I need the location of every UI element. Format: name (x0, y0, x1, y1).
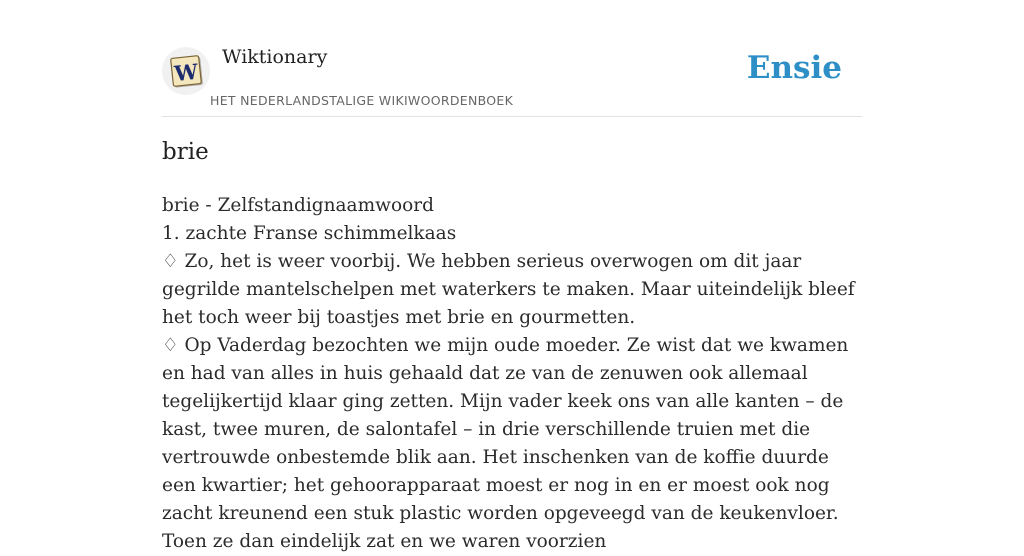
page-title: brie (162, 139, 209, 165)
site-name[interactable]: Wiktionary (222, 46, 328, 68)
ensie-brand-link[interactable]: Ensie (746, 50, 842, 86)
entry-content (162, 192, 868, 556)
wiktionary-logo-icon[interactable] (162, 47, 210, 95)
site-tagline: HET NEDERLANDSTALIGE WIKIWOORDENBOEK (210, 93, 514, 108)
example-sentence: ♢ Zo, het is weer voorbij. We hebben serieus overwogen om dit jaar gegrilde mantelschelpen met waterkers te maken. Maar uiteindelijk bleef het toch weer bij toastjes met brie en gourmetten. (162, 251, 855, 328)
site-header (162, 44, 862, 117)
entry-heading: brie - Zelfstandignaamwoord (162, 195, 434, 216)
logo-letter: W (173, 58, 200, 87)
wiktionary-logo-graphic (162, 47, 210, 95)
example-sentence: ♢ Op Vaderdag bezochten we mijn oude moeder. Ze wist dat we kwamen en had van alles in huis gehaald dat ze van de zenuwen ook allemaal tegelijkertijd klaar ging zetten. Mijn vader keek ons van alle kanten – de kast, twee muren, de salontafel – in drie verschillende truien met die vertrouwde onbestemde blik aan. Het inschenken van de koffie duurde een kwartier; het gehoorapparaat moest er nog in en er moest ook nog zacht kreunend een stuk plastic worden opgeveegd van de keukenvloer. Toen ze dan eindelijk zat en we waren voorzien (162, 335, 849, 552)
entry-definition: 1. zachte Franse schimmelkaas (162, 223, 457, 244)
